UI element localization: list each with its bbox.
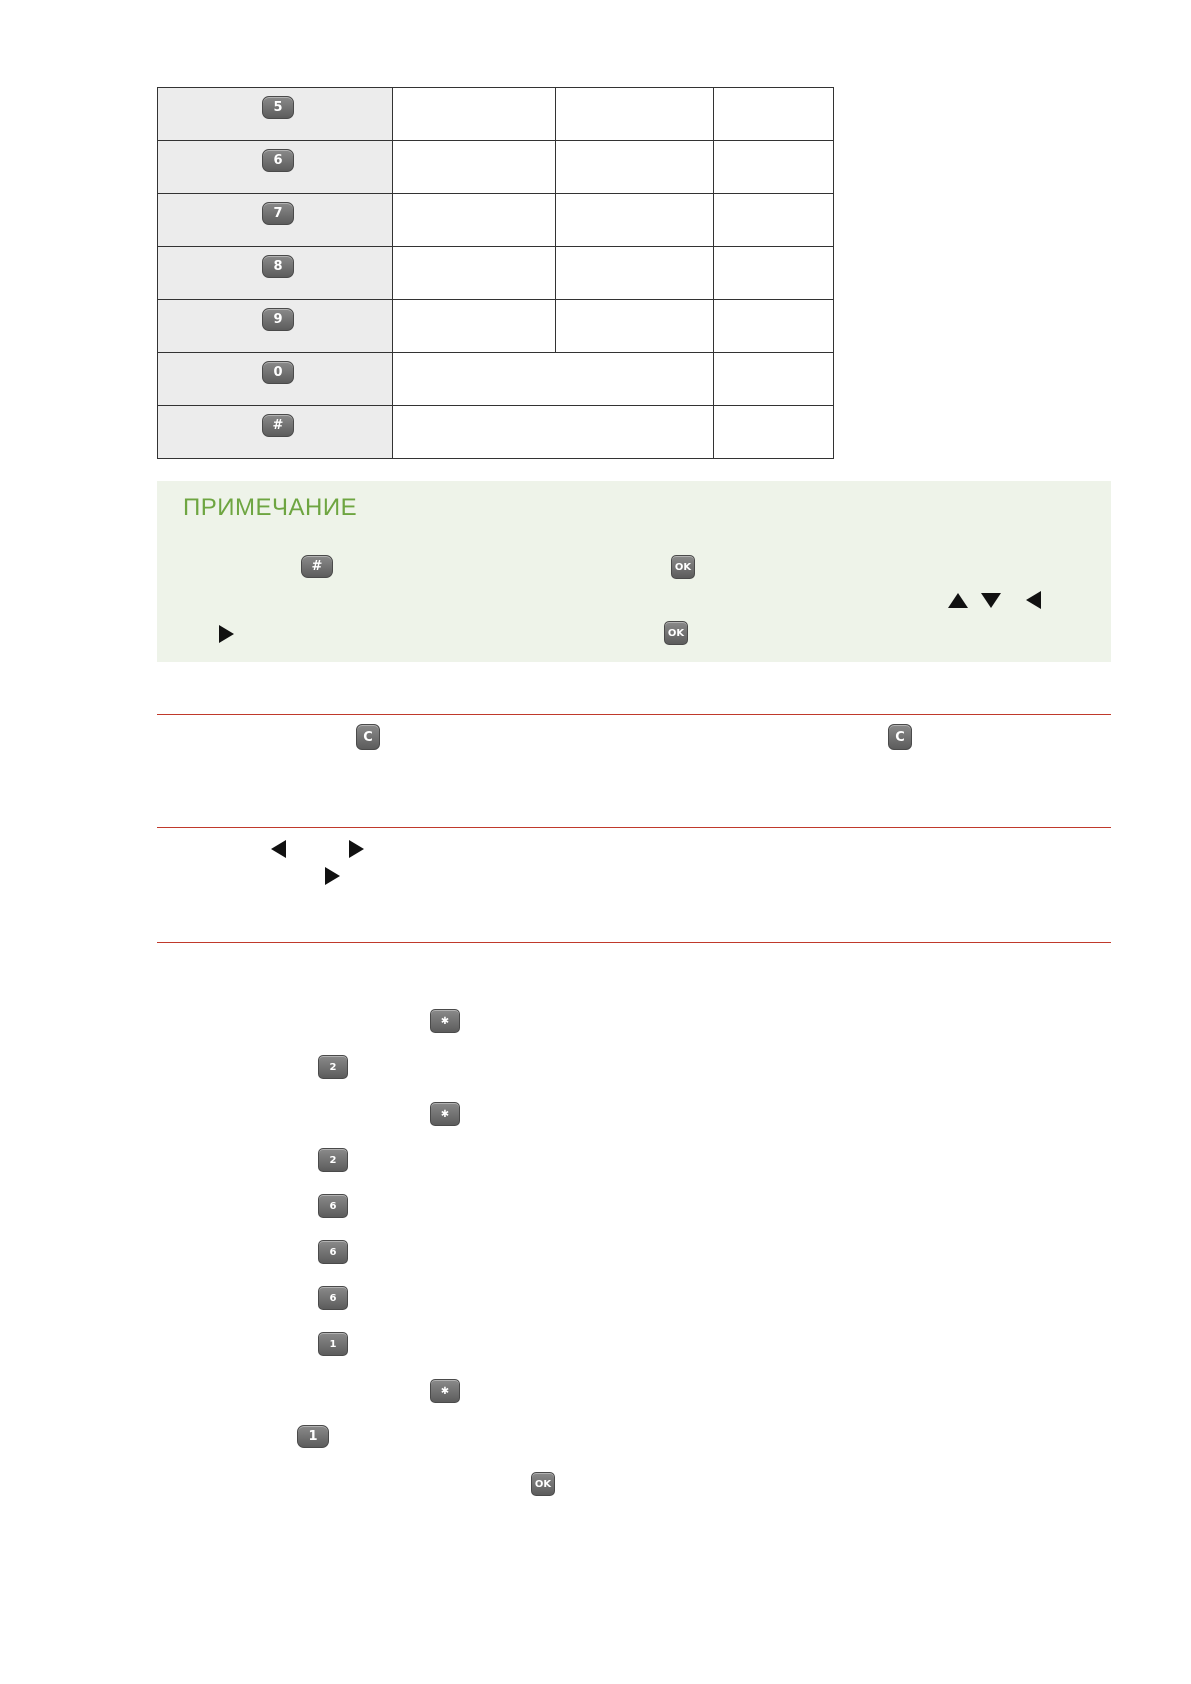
section-divider: [157, 714, 1111, 715]
ok-key-icon: OK: [664, 621, 688, 645]
arrow-right-icon: [349, 840, 364, 858]
asterisk-key-icon: ✱: [430, 1009, 460, 1033]
table-row: [158, 300, 834, 353]
arrow-left-icon: [1026, 591, 1041, 609]
ok-key-icon: OK: [671, 555, 695, 579]
key-5-icon: 5: [262, 96, 294, 119]
key-9-icon: 9: [262, 308, 294, 331]
arrow-right-icon: [325, 867, 340, 885]
note-box: [157, 481, 1111, 662]
section-divider: [157, 942, 1111, 943]
clear-key-icon: C: [356, 724, 380, 750]
table-row: [158, 194, 834, 247]
arrow-left-icon: [271, 840, 286, 858]
asterisk-key-icon: ✱: [430, 1102, 460, 1126]
clear-key-icon: C: [888, 724, 912, 750]
table-row: [158, 141, 834, 194]
key-hash-icon: #: [262, 414, 294, 437]
key-hash-icon: #: [301, 555, 333, 578]
key-6-icon: 6: [318, 1194, 348, 1218]
key-1-icon: 1: [318, 1332, 348, 1356]
arrow-right-icon: [219, 625, 234, 643]
table-row: [158, 247, 834, 300]
arrow-up-icon: [948, 593, 968, 608]
key-8-icon: 8: [262, 255, 294, 278]
table-row: [158, 88, 834, 141]
asterisk-key-icon: ✱: [430, 1379, 460, 1403]
key-2-icon: 2: [318, 1148, 348, 1172]
key-6-icon: 6: [318, 1286, 348, 1310]
key-6-icon: 6: [262, 149, 294, 172]
note-title: ПРИМЕЧАНИЕ: [183, 494, 358, 521]
table-row: [158, 353, 834, 406]
table-row: [158, 406, 834, 459]
section-divider: [157, 827, 1111, 828]
key-table: [157, 87, 834, 459]
key-7-icon: 7: [262, 202, 294, 225]
key-0-icon: 0: [262, 361, 294, 384]
key-1-icon: 1: [297, 1425, 329, 1448]
arrow-down-icon: [981, 593, 1001, 608]
key-6-icon: 6: [318, 1240, 348, 1264]
key-2-icon: 2: [318, 1055, 348, 1079]
ok-key-icon: OK: [531, 1472, 555, 1496]
